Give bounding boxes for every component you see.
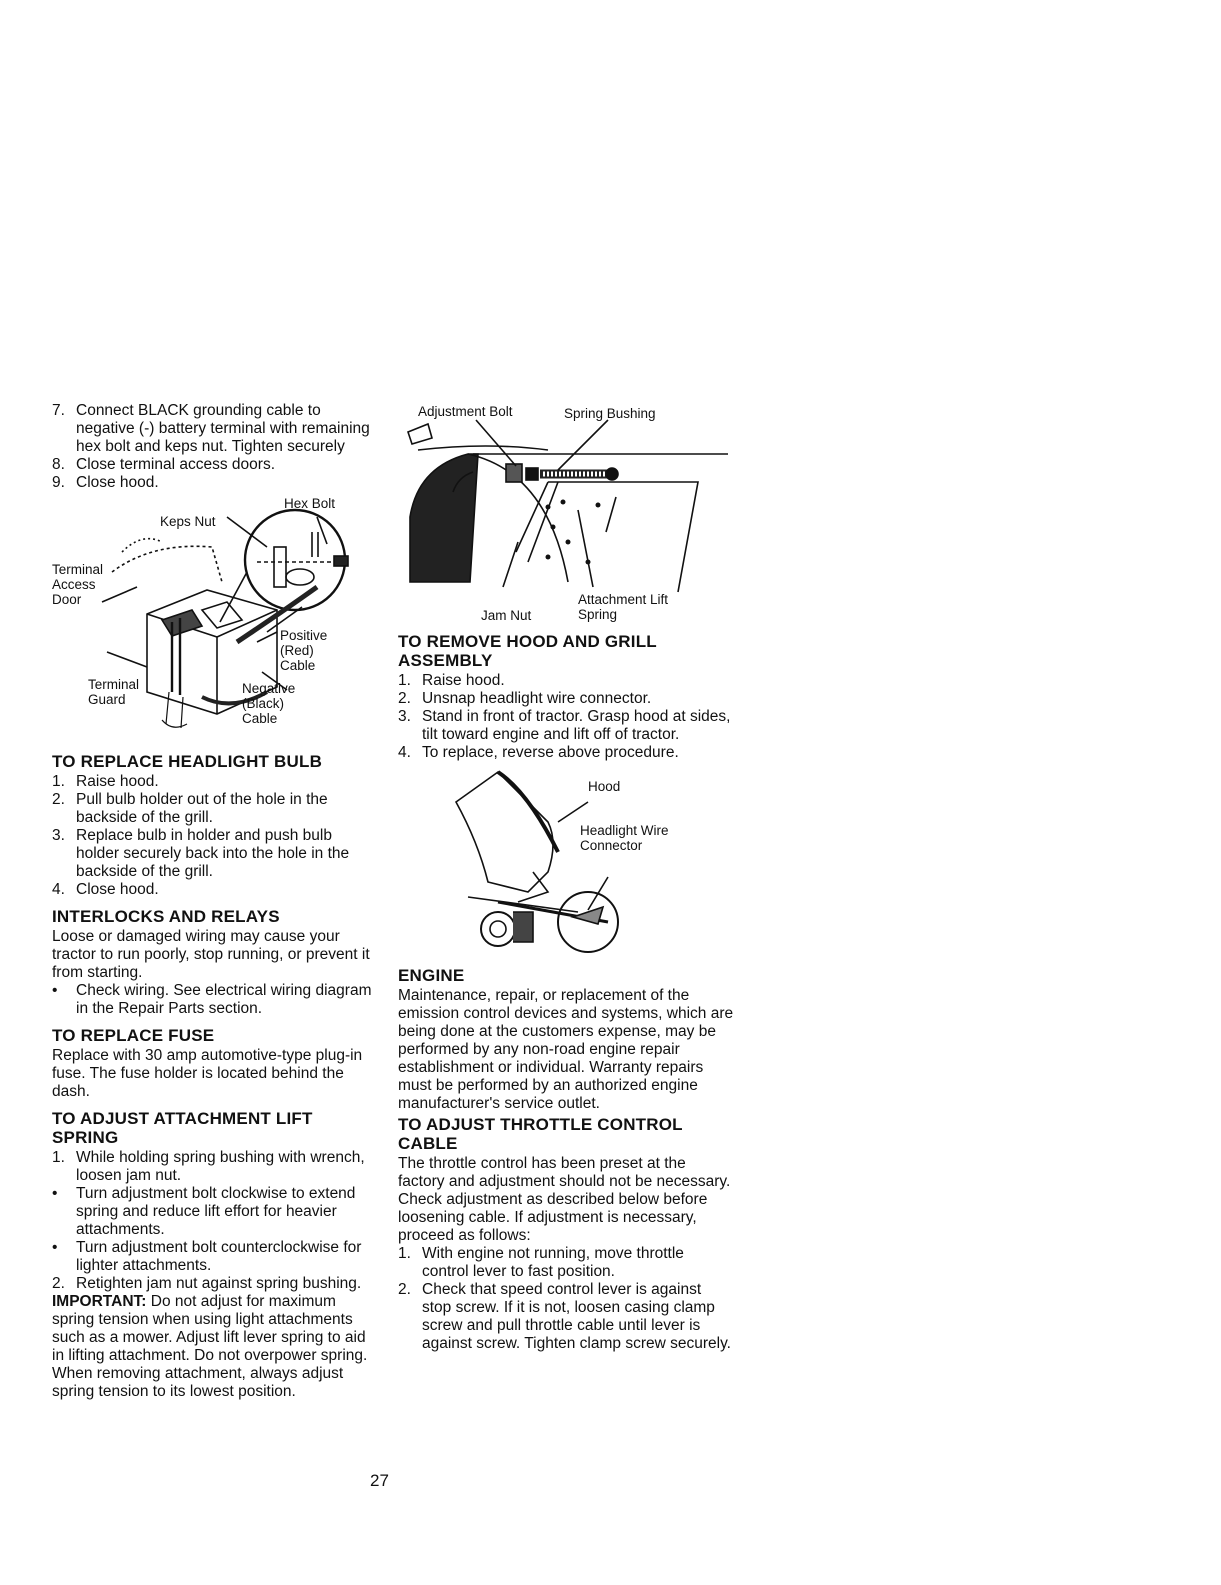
list-item: 2. Unsnap headlight wire connector. [398, 690, 652, 707]
fuse-body: Replace with 30 amp automotive-type plug-in fuse. The fuse holder is located behind the dash. [52, 1047, 363, 1100]
hood-illustration [398, 762, 734, 958]
list-item: 2. Check that speed control lever is against stop screw. If it is not, loosen casing clamp screw and pull throttle cable until lever is against screw. Tighten clamp screw securely. [398, 1281, 731, 1352]
interlocks-heading: INTERLOCKS AND RELAYS [52, 907, 280, 926]
keps-nut-label: Keps Nut [160, 514, 216, 529]
left-column [52, 402, 372, 1401]
list-item: 2. Retighten jam nut against spring bushing. [52, 1275, 362, 1292]
page-number: 27 [370, 1471, 389, 1490]
fuse-heading: TO REPLACE FUSE [52, 1026, 215, 1045]
attachment-lift-spring-label: Attachment Lift Spring [578, 592, 669, 622]
list-item: • Turn adjustment bolt clockwise to extend spring and reduce lift effort for heavier attachments. [52, 1185, 356, 1238]
right-column [398, 402, 734, 1353]
list-item: 3. Replace bulb in holder and push bulb holder securely back into the hole in the backside of the grill. [52, 827, 350, 880]
throttle-heading: TO ADJUST THROTTLE CONTROL CABLE [398, 1115, 683, 1153]
hex-bolt-label: Hex Bolt [284, 496, 336, 511]
battery-steps [52, 402, 372, 492]
throttle-body: The throttle control has been preset at the factory and adjustment should not be necessary. Check adjustment as described below before loosening cable. If adjustment is necessary, proceed as follows: [398, 1155, 731, 1244]
important-note: IMPORTANT: Do not adjust for maximum spring tension when using light attachments such as a mower. Adjust lift lever spring to aid in lifting attachment. Do not overpower spring. When removing attachment, always adjust spring tension to its lowest position. [52, 1293, 368, 1400]
list-item: 9. Close hood. [52, 474, 159, 491]
list-item: • Turn adjustment bolt counterclockwise for lighter attachments. [52, 1239, 362, 1274]
lift-spring-steps [52, 1149, 372, 1293]
spring-bushing-label: Spring Bushing [564, 406, 656, 421]
headlight-heading: TO REPLACE HEADLIGHT BULB [52, 752, 323, 771]
adjustment-bolt-label: Adjustment Bolt [418, 404, 513, 419]
hood-label: Hood [588, 779, 621, 794]
headlight-steps [52, 773, 372, 899]
engine-heading: ENGINE [398, 966, 465, 985]
list-item: 7. Connect BLACK grounding cable to negative (-) battery terminal with remaining hex bolt and keps nut. Tighten securely [52, 402, 370, 455]
jam-nut-label: Jam Nut [481, 608, 532, 623]
list-item: 1. With engine not running, move throttle control lever to fast position. [398, 1245, 684, 1280]
positive-cable-label: Positive (Red) Cable [280, 628, 328, 673]
terminal-guard-label: Terminal Guard [88, 677, 140, 707]
negative-cable-label: Negative (Black) Cable [242, 681, 296, 726]
list-item: 8. Close terminal access doors. [52, 456, 275, 473]
hood-figure [398, 762, 734, 958]
interlocks-body: Loose or damaged wiring may cause your tractor to run poorly, stop running, or prevent it from starting. [52, 928, 370, 981]
lift-spring-heading: TO ADJUST ATTACHMENT LIFT SPRING [52, 1109, 313, 1147]
list-item: 1. While holding spring bushing with wrench, loosen jam nut. [52, 1149, 365, 1184]
engine-body: Maintenance, repair, or replacement of the emission control devices and systems, which are being done at the customers expense, may be performed by any non-road engine repair establishment or individual. Warranty repairs must be performed by an authorized engine manufacturer's service outlet. [398, 987, 734, 1112]
terminal-access-door-label: Terminal Access Door [52, 562, 104, 607]
list-item: 2. Pull bulb holder out of the hole in the backside of the grill. [52, 791, 328, 826]
lift-spring-figure [398, 402, 734, 624]
lift-spring-illustration [398, 402, 734, 624]
throttle-steps [398, 1245, 734, 1353]
hood-steps [398, 672, 734, 762]
headlight-wire-connector-label: Headlight Wire Connector [580, 823, 669, 853]
hood-heading: TO REMOVE HOOD AND GRILL ASSEMBLY [398, 632, 657, 670]
list-item: 4. Close hood. [52, 881, 159, 898]
list-item: 4. To replace, reverse above procedure. [398, 744, 679, 761]
list-item: 3. Stand in front of tractor. Grasp hood at sides, tilt toward engine and lift off of tractor. [398, 708, 731, 743]
list-item: 1. Raise hood. [398, 672, 505, 689]
battery-terminal-figure [52, 492, 372, 744]
list-item: • Check wiring. See electrical wiring diagram in the Repair Parts section. [52, 982, 372, 1017]
list-item: 1. Raise hood. [52, 773, 159, 790]
